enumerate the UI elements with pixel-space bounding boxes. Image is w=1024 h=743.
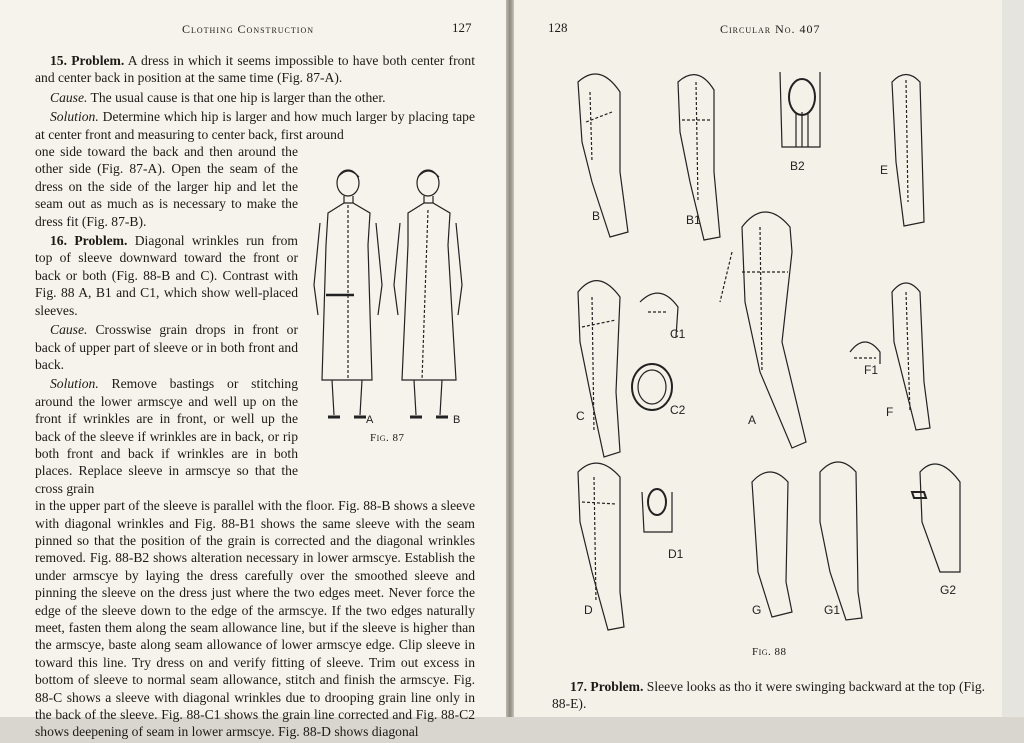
fig88-label-g2: G2 <box>940 583 957 597</box>
figure-88-sleeve-illustration <box>520 52 1000 657</box>
problem-16 <box>35 232 298 319</box>
solution-text-wide: Determine which hip is larger and how much larger by placing tape at center front and measuring to center back, first around <box>35 109 475 142</box>
cause-text: The usual cause is that one hip is larger than the other. <box>90 89 386 105</box>
sleeve-c <box>578 281 620 457</box>
problem-label: Problem. <box>74 233 128 249</box>
left-page <box>0 0 508 740</box>
problem-15 <box>35 52 475 87</box>
solution-label: Solution. <box>50 109 99 125</box>
fig87-label-b: B <box>453 414 461 426</box>
solution-16 <box>35 375 298 497</box>
sleeve-b <box>578 74 628 237</box>
fig88-label-d: D <box>584 603 593 617</box>
fig88-label-c: C <box>576 409 585 423</box>
fig88-label-e: E <box>880 163 889 177</box>
problem-text: Sleeve looks as tho it were swinging backward at the top (Fig. 88-E). <box>552 679 986 712</box>
sleeve-f <box>892 283 930 430</box>
fig88-label-b: B <box>592 209 601 223</box>
figure-88-caption: Fig. 88 <box>752 646 787 658</box>
sleeve-g <box>752 472 792 617</box>
sleeve-b2-armscye <box>780 72 820 147</box>
page-edge <box>1002 0 1024 717</box>
fig88-label-g1: G1 <box>824 603 841 617</box>
solution-15 <box>35 108 475 143</box>
fig88-label-c2: C2 <box>670 403 686 417</box>
problem-number: 16. <box>50 233 67 249</box>
cause-15 <box>35 89 475 106</box>
running-header-right: Circular No. 407 <box>720 22 821 36</box>
fig88-label-d1: D1 <box>668 547 684 561</box>
problem-number: 15. <box>50 53 67 68</box>
fig88-label-b2: B2 <box>790 159 805 173</box>
solution-15-cont: one side toward the back and then around the other side (Fig. 87-A). Open the seam of the dress on the side of the larger hip and let the seam out as much as is necessary to make the dress fit (Fig. 87-B). <box>35 144 298 229</box>
sleeve-a <box>720 212 806 448</box>
cause-16 <box>35 321 298 373</box>
page-number-left: 127 <box>452 20 472 35</box>
fig88-label-b1: B1 <box>686 213 701 227</box>
cause-label: Cause. <box>50 322 88 338</box>
sleeve-d1-armscye <box>642 489 672 532</box>
cause-label: Cause. <box>50 89 88 105</box>
solution-text-narrow: Remove bastings or stitching around the lower armscye and well up on the front if wrinkles are in front, or well up the back of the sleeve if wrinkles are in back, or rip both front and back if wrinkles are in both places. Replace sleeve in armscye so that the cross grain <box>35 376 299 496</box>
fig88-label-c1: C1 <box>670 327 686 341</box>
problem-label: Problem. <box>71 53 125 68</box>
dress-figure-a <box>314 170 382 417</box>
problem-label: Problem. <box>590 679 644 694</box>
problem-text: Diagonal wrinkles run from top of sleeve downward toward the front or back or both (Fig. 88-B and C). Contrast with Fig. 88 A, B1 and C1, which show well-placed sleeves. <box>35 233 299 318</box>
sleeve-c2-armscye <box>632 364 672 410</box>
book-gutter <box>506 0 514 717</box>
sleeve-g1 <box>820 462 862 620</box>
cause-text: Crosswise grain drops in front or back of upper part of sleeve or in both front and back. <box>35 322 298 372</box>
solution-16-cont: in the upper part of the sleeve is parallel with the floor. Fig. 88-B shows a sleeve with diagonal wrinkles and Fig. 88-B1 shows the same sleeve with the seam pinned so that the position of the grain is corrected and the diagonal wrinkles removed. Fig. 88-B2 shows alteration necessary in lower armscye. Establish the under armscye by laying the dress carefully over the smoothed sleeve and pinning the sleeve on the dress just where the two edges meet. Never force the edge of the sleeve down to the edge of the armscye. If the two edges naturally meet, fasten them along the seam allowance line, but if the sleeve is higher than the armscye, baste along seam allowance of lower armscye edge. Clip sleeve in toward this line. Try dress on and verify fitting of sleeve. Trim out excess in bottom of sleeve to normal seam allowance, stitch and finish the armscye. Fig. 88-C shows a sleeve with diagonal wrinkles due to drooping grain line only in the back of the sleeve. Fig. 88-C1 shows the grain line corrected and Fig. 88-C2 shows deepening of seam in lower armscye. Fig. 88-D shows diagonal <box>35 498 475 740</box>
sleeve-e <box>892 75 924 227</box>
running-header-left: Clothing Construction <box>182 22 314 36</box>
fig87-label-a: A <box>366 414 374 426</box>
fig88-label-a: A <box>748 413 757 427</box>
dress-figure-b <box>394 170 462 417</box>
sleeve-f1 <box>850 342 880 364</box>
fig88-label-f1: F1 <box>864 363 879 377</box>
figure-87-dress-illustration <box>310 165 470 450</box>
problem-17 <box>552 678 992 713</box>
figure-87-caption: Fig. 87 <box>370 432 405 444</box>
fig88-label-g: G <box>752 603 762 617</box>
problem-number: 17. <box>570 679 587 694</box>
solution-label: Solution. <box>50 376 99 392</box>
page-number-right: 128 <box>548 20 568 35</box>
problem-text: A dress in which it seems impossible to have both center front and center back in position at the same time (Fig. 87-A). <box>35 53 475 86</box>
sleeve-g2 <box>912 464 960 572</box>
fig88-label-f: F <box>886 405 894 419</box>
